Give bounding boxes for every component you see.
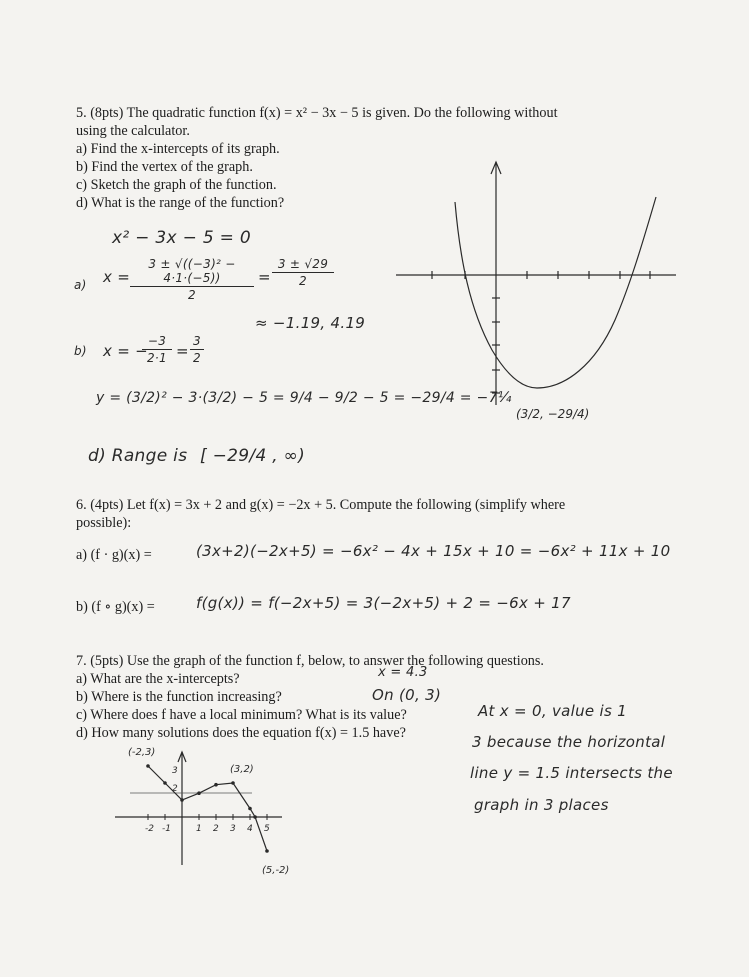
q5-a-den2: 2 xyxy=(299,274,307,288)
data-point xyxy=(215,784,217,786)
q6-header: 6. (4pts) Let f(x) = 3x + 2 and g(x) = −2x + 5. Compute the following (simplify where xyxy=(76,497,566,513)
q5-b-fraction1 xyxy=(142,334,172,365)
x-tick-label: 3 xyxy=(230,824,236,834)
q7-d-answer-line3: graph in 3 places xyxy=(474,796,609,814)
q5-a-fraction2 xyxy=(272,257,334,288)
q5-equation: x² − 3x − 5 = 0 xyxy=(112,228,252,248)
q5-a-den1: 2 xyxy=(188,288,196,302)
q5-b-num2: 3 xyxy=(193,334,201,348)
q7-part-c: c) Where does f have a local minimum? What is its value? xyxy=(76,707,407,723)
q7-part-b: b) Where is the function increasing? xyxy=(76,689,282,705)
fraction-bar xyxy=(272,272,334,273)
q7-header: 7. (5pts) Use the graph of the function f, below, to answer the following questions. xyxy=(76,653,544,669)
q5-d-label: d) Range is xyxy=(88,446,188,466)
q6-part-a: a) (f · g)(x) = xyxy=(76,547,152,563)
q7-label-local-max: (3,2) xyxy=(230,764,254,775)
q7-b-answer: On (0, 3) xyxy=(372,686,442,704)
q5-a-result: ≈ −1.19, 4.19 xyxy=(255,314,366,332)
data-point xyxy=(198,792,200,794)
parabola-curve xyxy=(455,197,656,388)
fraction-bar xyxy=(190,349,204,350)
fraction-bar xyxy=(142,349,172,350)
x-tick-label: -1 xyxy=(162,824,171,834)
q7-part-a: a) What are the x-intercepts? xyxy=(76,671,240,687)
q5-b-eq: = xyxy=(176,342,189,360)
x-tick-label: 1 xyxy=(196,824,202,834)
fraction-bar xyxy=(130,286,254,287)
y-axis-ticks xyxy=(492,298,500,393)
q5-a-num1: 3 ± √((−3)² − 4·1·(−5)) xyxy=(148,257,236,285)
q7-d-answer-line2: line y = 1.5 intersects the xyxy=(470,764,673,782)
q5-header: 5. (8pts) The quadratic function f(x) = x² − 3x − 5 is given. Do the following without xyxy=(76,105,558,121)
data-point xyxy=(164,782,166,784)
q7-part-d: d) How many solutions does the equation f(x) = 1.5 have? xyxy=(76,725,406,741)
q6-header-cont: possible): xyxy=(76,515,132,531)
q5-part-a: a) Find the x-intercepts of its graph. xyxy=(76,141,280,157)
q5-b-fraction2 xyxy=(190,334,204,365)
q5-vertex-label: (3/2, −29/4) xyxy=(516,407,590,421)
y-axis-arrow xyxy=(491,162,501,174)
q5-a-fraction1 xyxy=(130,257,254,302)
data-point xyxy=(181,799,183,801)
x-axis-ticks xyxy=(432,271,650,279)
q7-label-left-point: (-2,3) xyxy=(128,747,156,758)
x-tick-label: -2 xyxy=(145,824,154,834)
data-point xyxy=(249,807,251,809)
q7-label-end-point: (5,-2) xyxy=(262,865,290,876)
q5-header-cont: using the calculator. xyxy=(76,123,190,139)
q5-a-num2: 3 ± √29 xyxy=(277,257,329,271)
q6-a-answer: (3x+2)(−2x+5) = −6x² − 4x + 15x + 10 = −6x² + 11x + 10 xyxy=(196,542,671,560)
data-point xyxy=(147,765,149,767)
q7-ytick-2: 2 xyxy=(172,784,178,794)
q7-d-answer-line1: 3 because the horizontal xyxy=(472,733,666,751)
q7-c-answer: At x = 0, value is 1 xyxy=(478,702,628,720)
q7-a-answer: x = 4.3 xyxy=(378,665,428,680)
data-point xyxy=(232,782,234,784)
q5-a-eq: = xyxy=(258,268,271,286)
y-axis-arrow xyxy=(178,752,186,762)
q6-part-b: b) (f ∘ g)(x) = xyxy=(76,599,155,615)
data-point xyxy=(266,850,268,852)
q6-b-answer: f(g(x)) = f(−2x+5) = 3(−2x+5) + 2 = −6x + 17 xyxy=(196,594,571,612)
q5-b-y: y = (3/2)² − 3·(3/2) − 5 = 9/4 − 9/2 − 5 = −29/4 = −7¼ xyxy=(96,390,512,406)
q5-b-num: −3 xyxy=(147,334,167,348)
x-tick-label: 5 xyxy=(264,824,270,834)
data-point xyxy=(254,816,256,818)
q5-part-b: b) Find the vertex of the graph. xyxy=(76,159,253,175)
q5-d-range: [ −29/4 , ∞) xyxy=(200,446,306,466)
q7-ytick-3: 3 xyxy=(172,766,178,776)
q5-part-d: d) What is the range of the function? xyxy=(76,195,285,211)
q5-a-label: a) xyxy=(74,278,87,292)
q5-b-den: 2·1 xyxy=(147,351,167,365)
f-curve xyxy=(148,766,267,851)
q5-b-label: b) xyxy=(74,344,87,358)
q5-part-c: c) Sketch the graph of the function. xyxy=(76,177,277,193)
q5-b-x: x = − xyxy=(103,342,149,360)
x-tick-label: 4 xyxy=(247,824,253,834)
q5-b-den2: 2 xyxy=(193,351,201,365)
x-tick-label: 2 xyxy=(213,824,219,834)
q5-a-x: x = xyxy=(103,268,131,286)
